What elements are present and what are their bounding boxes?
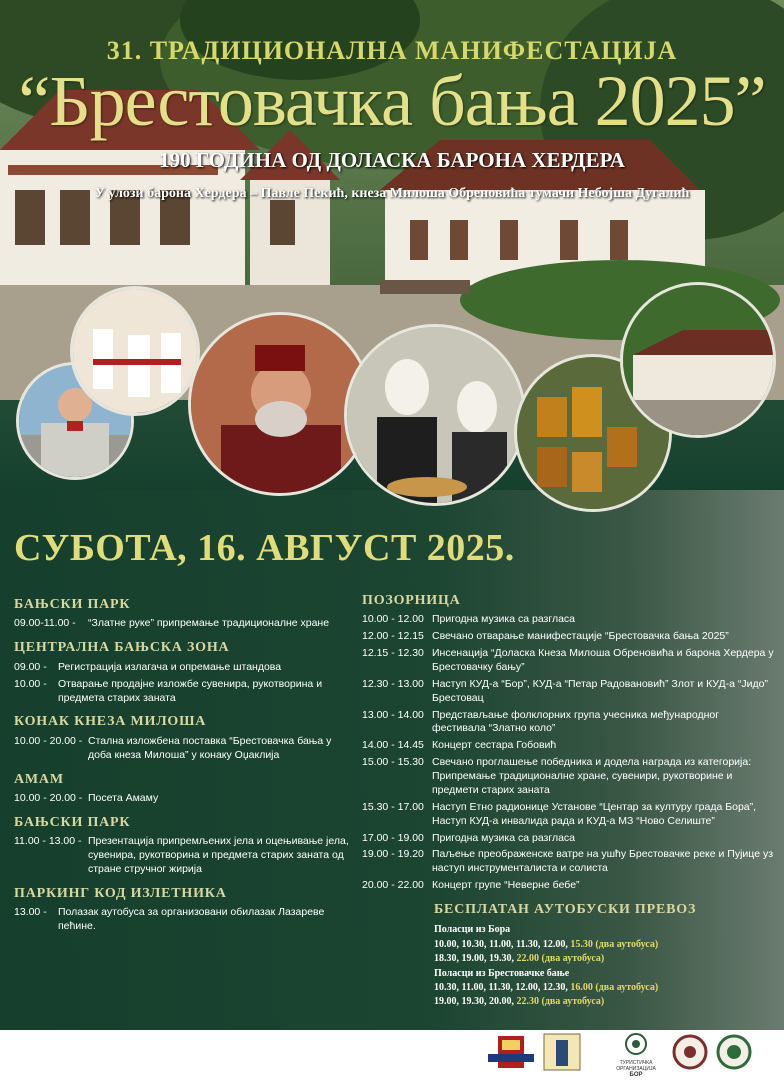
left-section-heading: КОНАК КНЕЗА МИЛОША: [14, 714, 207, 730]
schedule-time: 09.00-11.00 -: [14, 617, 76, 630]
schedule-text: Концерт групе “Неверне бебе”: [432, 879, 580, 892]
schedule-text: Пригодна музика са разгласа: [432, 831, 576, 844]
bus-schedule: [434, 923, 774, 1008]
sponsor-footer: [0, 1030, 784, 1080]
schedule-time: 12.00 - 12.15: [362, 630, 424, 643]
bus-from-bor-line-1: 10.00, 10.30, 11.00, 11.30, 12.00, 15.30 (два аутобуса): [434, 938, 659, 950]
bus-from-spa-line-1: 10.30, 11.00, 11.30, 12.00, 12.30, 16.00 (два аутобуса): [434, 982, 659, 994]
bus-heading: БЕСПЛАТАН АУТОБУСКИ ПРЕВОЗ: [434, 901, 697, 917]
schedule-text: “Златне руке” припремање традиционалне хране: [88, 617, 330, 630]
schedule-text: Представљање фолклорних група учесника међународног фестивала “Златно коло”: [432, 708, 720, 735]
tourism-logo-text: ТУРИСТИЧКА ОРГАНИЗАЦИЈА: [616, 1060, 656, 1072]
schedule-text: Пригодна музика са разгласа: [432, 613, 576, 626]
schedule-time: 13.00 -: [14, 906, 47, 919]
stage-schedule-row: [362, 630, 774, 644]
schedule-time: 09.00 -: [14, 660, 47, 673]
left-section-heading: БАЊСКИ ПАРК: [14, 814, 131, 830]
stage-schedule-row: [362, 613, 774, 627]
schedule-time: 15.30 - 17.00: [362, 800, 424, 813]
schedule-text: Посета Амаму: [88, 792, 159, 805]
schedule-time: 20.00 - 22.00: [362, 879, 424, 892]
schedule-text: Концерт сестара Гобовић: [432, 739, 557, 752]
stage-schedule-row: [362, 879, 774, 893]
schedule-time: 10.00 -: [14, 677, 47, 690]
circle-photo-konak: [620, 282, 776, 438]
event-title: “Брестовачка бања 2025”: [18, 61, 766, 141]
schedule-text: Регистрација излагача и опремање штандова: [58, 660, 282, 673]
schedule-text: Полазак аутобуса за организовани обилазак Лазареве пећине.: [58, 906, 325, 933]
bus-from-bor-line-2: 18.30, 19.00, 19.30, 22.00 (два аутобуса): [434, 952, 605, 964]
organization-seal-icon: [670, 1032, 710, 1072]
anniversary-subtitle: 190 ГОДИНА ОД ДОЛАСКА БАРОНА ХЕРДЕРА: [159, 148, 625, 172]
schedule-time: 14.00 - 14.45: [362, 739, 424, 752]
left-section-heading: ЦЕНТРАЛНА БАЊСКА ЗОНА: [14, 640, 230, 656]
left-section-heading: БАЊСКИ ПАРК: [14, 597, 131, 612]
schedule-time: 15.00 - 15.30: [362, 756, 424, 769]
circle-photo-folk-dancers: [70, 286, 200, 416]
tourism-organization-icon: [624, 1032, 648, 1056]
tourism-logo-city: БОР: [629, 1072, 643, 1078]
schedule-text: Наступ Етно радионице Установе “Центар за културу града Бора”, Наступ КУД-а инвалида рада и КУД-а МЗ “Ново Селиште”: [432, 800, 757, 827]
schedule-text: Свечано проглашење победника и додела награда из категорија: Припремање традиционалне хране, сувенири, рукотворине и предмети старих заната: [432, 756, 752, 796]
left-schedule-row: [14, 617, 354, 631]
circle-photo-women-in-costume: [344, 324, 526, 506]
stage-program-column: [362, 592, 774, 1010]
left-schedule-row: [14, 835, 354, 877]
culture-center-logo-icon: [542, 1032, 582, 1072]
stage-schedule-row: [362, 678, 774, 706]
left-schedule-row: [14, 661, 354, 675]
stage-schedule-row: [362, 739, 774, 753]
stage-heading: ПОЗОРНИЦА: [362, 593, 461, 608]
schedule-time: 19.00 - 19.20: [362, 848, 424, 861]
event-date: СУБОТА, 16. АВГУСТ 2025.: [14, 527, 515, 569]
schedule-time: 13.00 - 14.00: [362, 708, 424, 721]
left-program-column: [14, 596, 354, 937]
schedule-text: Свечано отварање манифестације “Брестовачка бања 2025”: [432, 630, 729, 643]
municipality-crest-icon: [486, 1032, 536, 1072]
schedule-time: 12.30 - 13.00: [362, 677, 424, 690]
schedule-text: Паљење преображенске ватре на ушћу Брестовачке реке и Пујице уз наступ инструменталиста и солиста: [432, 848, 774, 875]
left-schedule-row: [14, 678, 354, 706]
schedule-time: 17.00 - 19.00: [362, 831, 424, 844]
bus-from-spa-line-2: 19.00, 19.30, 20.00, 22.30 (два аутобуса): [434, 996, 605, 1008]
stage-schedule-row: [362, 756, 774, 798]
stage-schedule-row: [362, 848, 774, 876]
schedule-time: 12.15 - 12.30: [362, 647, 424, 660]
schedule-time: 10.00 - 20.00 -: [14, 734, 83, 747]
schedule-text: Стална изложбена поставка “Брестовачка бања у доба кнеза Милоша” у конаку Оџаклија: [88, 734, 332, 761]
schedule-text: Презентација припремљених јела и оцењивање јела, сувенира, рукотворина и предмета старих заната од стране стручног жирија: [88, 835, 349, 876]
schedule-text: Отварање продајне изложбе сувенира, рукотворина и предмета старих заната: [58, 677, 323, 704]
stage-schedule-row: [362, 832, 774, 846]
schedule-text: Инсенација “Доласка Кнеза Милоша Обреновића и барона Хердера у Брестовачку бању”: [432, 647, 774, 674]
left-section-heading: АМАМ: [14, 771, 64, 787]
roles-line: У улози барона Хердера – Павле Пекић, кнеза Милоша Обреновића тумачи Небојша Дугалић: [94, 186, 690, 201]
stage-schedule-row: [362, 647, 774, 675]
edition-label: 31. ТРАДИЦИОНАЛНА МАНИФЕСТАЦИЈА: [106, 36, 678, 65]
schedule-time: 11.00 - 13.00 -: [14, 835, 82, 848]
schedule-text: Наступ КУД-а “Бор”, КУД-а “Петар Радовановић” Злот и КУД-а “Јидо” Брестовац: [432, 677, 768, 704]
bus-from-bor-label: Поласци из Бора: [434, 924, 511, 936]
stage-schedule-row: [362, 709, 774, 737]
left-schedule-row: [14, 792, 354, 806]
stage-schedule-row: [362, 801, 774, 829]
stage-schedule-list: [362, 613, 774, 892]
bus-from-spa-label: Поласци из Брестовачке бање: [434, 967, 570, 979]
left-section-heading: ПАРКИНГ КОД ИЗЛЕТНИКА: [14, 885, 227, 901]
community-seal-icon: [714, 1032, 754, 1072]
schedule-time: 10.00 - 20.00 -: [14, 792, 83, 805]
tourism-organization-logo: [606, 1032, 666, 1079]
left-schedule-row: [14, 906, 354, 934]
left-schedule-row: [14, 735, 354, 763]
schedule-time: 10.00 - 12.00: [362, 613, 424, 626]
